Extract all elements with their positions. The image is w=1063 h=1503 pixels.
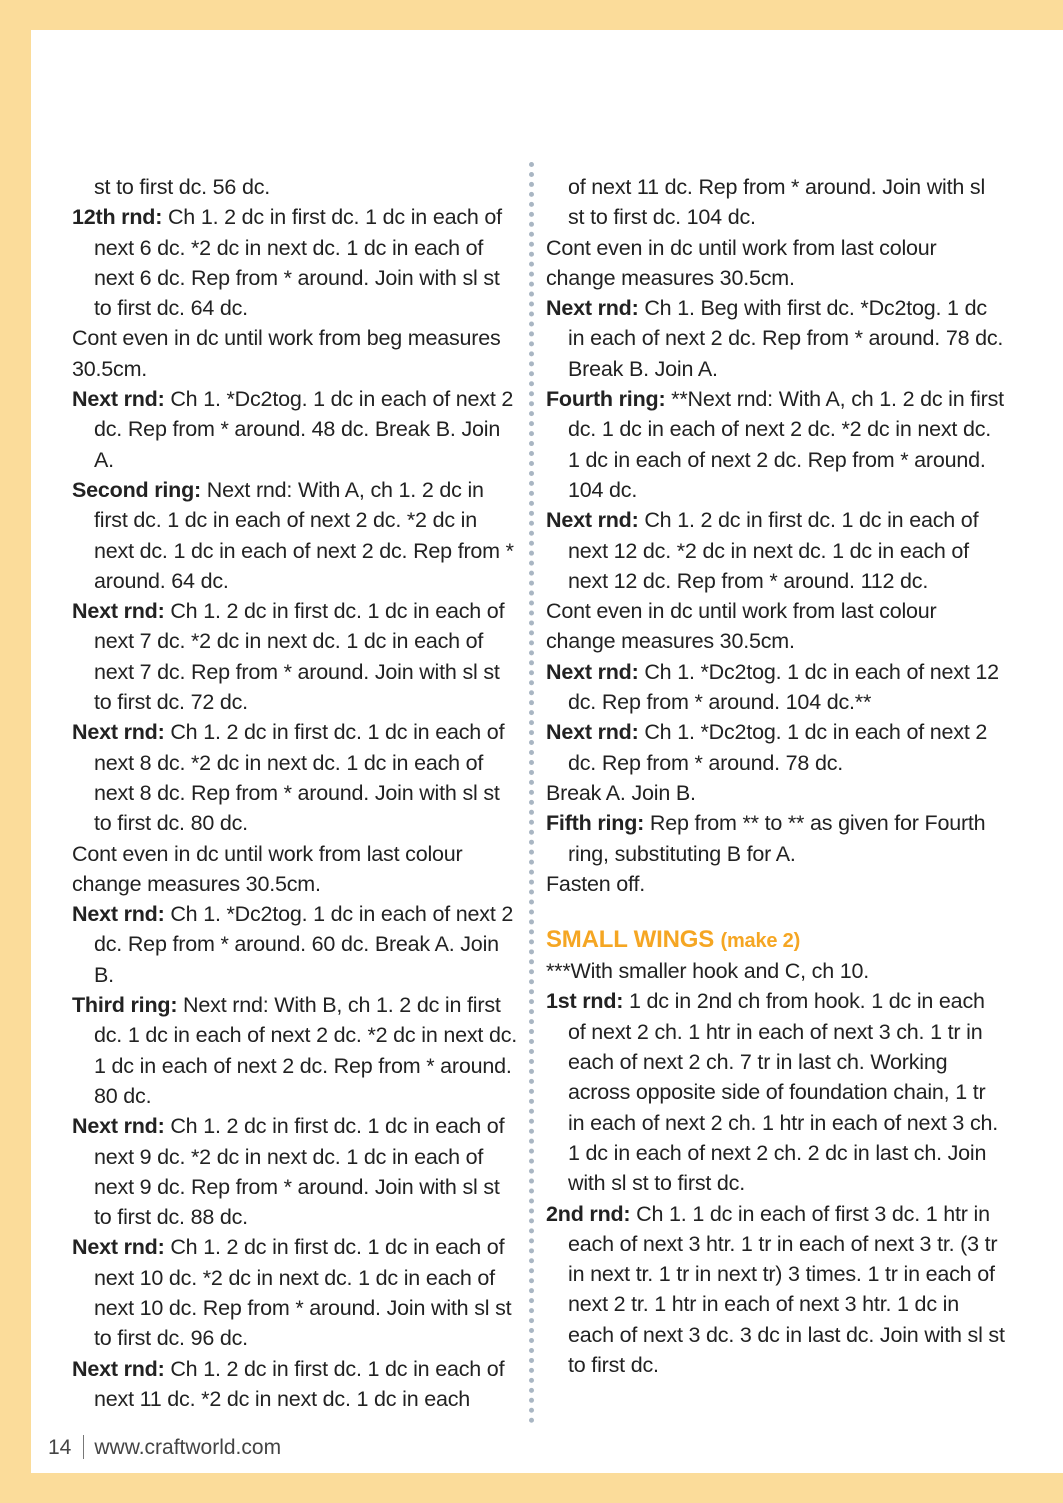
instruction-text: Ch 1. 2 dc in first dc. 1 dc in each of next 9 dc. *2 dc in next dc. 1 dc in each of next 9 dc. Rep from * around. Join with sl st to first dc. 88 dc. <box>94 1114 505 1230</box>
round-label: 2nd rnd: <box>546 1201 631 1226</box>
instruction-text: Rep from ** to ** as given for Fourth ring, substituting B for A. <box>568 811 986 866</box>
instruction-text: Ch 1. 2 dc in first dc. 1 dc in each of next 12 dc. *2 dc in next dc. 1 dc in each of next 12 dc. Rep from * around. 112 dc. <box>568 508 979 593</box>
round-label: Fifth ring: <box>546 811 645 836</box>
instruction-text: 1 dc in 2nd ch from hook. 1 dc in each of next 2 ch. 1 htr in each of next 3 ch. 1 tr in each of next 2 ch. 7 tr in last ch. Working across opposite side of foundation chain, 1 tr in each of next 2 ch. 1 htr in each of next 3 ch. 1 dc in each of next 2 ch. 2 dc in last ch. Join with sl st to first dc. <box>568 989 999 1196</box>
instruction-text: Ch 1. *Dc2tog. 1 dc in each of next 12 dc. Rep from * around. 104 dc.** <box>568 659 999 715</box>
round-label: 12th rnd: <box>72 205 163 230</box>
round-label: Next rnd: <box>72 387 165 412</box>
instruction-text: Cont even in dc until work from last colour change measures 30.5cm. <box>546 235 937 290</box>
right-column <box>546 172 1006 1380</box>
instruction-text: **Next rnd: With A, ch 1. 2 dc in first dc. 1 dc in each of next 2 dc. *2 dc in next dc. 1 dc in each of next 2 dc. Rep from * around. 104 dc. <box>568 387 1004 502</box>
instruction-paragraph <box>546 869 1006 899</box>
instruction-paragraph <box>546 717 1006 778</box>
instruction-text: Break A. Join B. <box>546 780 696 805</box>
round-label: Next rnd: <box>546 296 639 321</box>
instruction-paragraph <box>546 956 1006 986</box>
instruction-paragraph <box>546 172 1006 233</box>
right-column-instructions <box>546 172 1006 899</box>
round-label: Next rnd: <box>72 1235 165 1260</box>
website-link[interactable]: www.craftworld.com <box>94 1436 282 1459</box>
small-wings-subtitle: (make 2) <box>720 930 801 953</box>
round-label: Next rnd: <box>546 720 639 745</box>
page-number: 14 <box>48 1436 72 1459</box>
instruction-paragraph <box>546 808 1006 869</box>
instruction-paragraph <box>546 778 1006 808</box>
round-label: 1st rnd: <box>546 989 624 1014</box>
instruction-paragraph <box>72 475 522 596</box>
round-label: Next rnd: <box>72 599 165 624</box>
instruction-paragraph <box>72 1232 522 1353</box>
instruction-text: Ch 1. 2 dc in first dc. 1 dc in each of next 6 dc. *2 dc in next dc. 1 dc in each of next 6 dc. Rep from * around. Join with sl st to first dc. 64 dc. <box>94 205 502 321</box>
instruction-text: Ch 1. *Dc2tog. 1 dc in each of next 2 dc. Rep from * around. 48 dc. Break B. Join A. <box>94 387 514 472</box>
round-label: Fourth ring: <box>546 387 666 412</box>
instruction-text: Fasten off. <box>546 871 645 896</box>
instruction-paragraph <box>72 202 522 323</box>
instruction-paragraph <box>546 986 1006 1198</box>
instruction-text: Next rnd: With A, ch 1. 2 dc in first dc. 1 dc in each of next 2 dc. *2 dc in next dc. 1 dc in each of next 2 dc. Rep from * around. 64 dc. <box>94 477 514 593</box>
instruction-paragraph <box>72 990 522 1111</box>
instruction-paragraph <box>72 323 522 384</box>
instruction-text: of next 11 dc. Rep from * around. Join with sl st to first dc. 104 dc. <box>568 175 986 230</box>
instruction-paragraph <box>546 657 1006 718</box>
left-column <box>72 172 522 1414</box>
column-divider <box>529 162 534 1424</box>
round-label: Next rnd: <box>72 720 165 745</box>
instruction-paragraph <box>72 839 522 900</box>
round-label: Next rnd: <box>546 659 639 684</box>
small-wings-heading <box>546 925 1006 956</box>
instruction-text: Ch 1. 2 dc in first dc. 1 dc in each of next 10 dc. *2 dc in next dc. 1 dc in each of next 10 dc. Rep from * around. Join with sl st to first dc. 96 dc. <box>94 1235 512 1351</box>
instruction-text: Ch 1. 2 dc in first dc. 1 dc in each of next 8 dc. *2 dc in next dc. 1 dc in each of next 8 dc. Rep from * around. Join with sl st to first dc. 80 dc. <box>94 720 505 836</box>
instruction-text: Cont even in dc until work from beg measures 30.5cm. <box>72 326 501 381</box>
instruction-paragraph <box>546 1199 1006 1381</box>
instruction-paragraph <box>72 1354 522 1415</box>
instruction-text: Ch 1. 2 dc in first dc. 1 dc in each of next 11 dc. *2 dc in next dc. 1 dc in each <box>94 1356 505 1411</box>
small-wings-instructions <box>546 956 1006 1380</box>
footer-separator <box>83 1435 84 1459</box>
instruction-paragraph <box>546 293 1006 384</box>
instruction-text: Ch 1. Beg with first dc. *Dc2tog. 1 dc in each of next 2 dc. Rep from * around. 78 dc. Break B. Join A. <box>568 296 1004 381</box>
instruction-paragraph <box>546 384 1006 505</box>
instruction-paragraph <box>72 596 522 717</box>
round-label: Next rnd: <box>546 508 639 533</box>
instruction-paragraph <box>72 717 522 838</box>
small-wings-title: SMALL WINGS <box>546 926 715 954</box>
instruction-text: Ch 1. *Dc2tog. 1 dc in each of next 2 dc. Rep from * around. 78 dc. <box>568 720 988 775</box>
instruction-text: Ch 1. *Dc2tog. 1 dc in each of next 2 dc. Rep from * around. 60 dc. Break A. Join B. <box>94 902 514 987</box>
page-footer <box>48 1435 281 1460</box>
instruction-text: Next rnd: With B, ch 1. 2 dc in first dc. 1 dc in each of next 2 dc. *2 dc in next dc. 1 dc in each of next 2 dc. Rep from * around. 80 dc. <box>94 993 518 1108</box>
instruction-text: Cont even in dc until work from last colour change measures 30.5cm. <box>72 841 463 896</box>
instruction-text: Ch 1. 1 dc in each of first 3 dc. 1 htr in each of next 3 htr. 1 tr in each of next 3 tr. (3 tr in next tr. 1 tr in next tr) 3 times. 1 tr in each of next 2 tr. 1 htr in each of next 3 htr. 1 dc in each of next 3 dc. 3 dc in last dc. Join with sl st to first dc. <box>568 1201 1005 1377</box>
instruction-text: ***With smaller hook and C, ch 10. <box>546 959 870 984</box>
magazine-page <box>31 30 1063 1473</box>
round-label: Second ring: <box>72 477 201 502</box>
round-label: Next rnd: <box>72 1114 165 1139</box>
round-label: Third ring: <box>72 993 178 1018</box>
instruction-text: st to first dc. 56 dc. <box>94 175 271 199</box>
instruction-paragraph <box>72 899 522 990</box>
instruction-text: Cont even in dc until work from last colour change measures 30.5cm. <box>546 599 937 654</box>
instruction-paragraph <box>72 172 522 202</box>
instruction-text: Ch 1. 2 dc in first dc. 1 dc in each of next 7 dc. *2 dc in next dc. 1 dc in each of next 7 dc. Rep from * around. Join with sl st to first dc. 72 dc. <box>94 599 505 715</box>
instruction-paragraph <box>546 596 1006 657</box>
instruction-paragraph <box>72 1111 522 1232</box>
instruction-paragraph <box>72 384 522 475</box>
instruction-paragraph <box>546 505 1006 596</box>
round-label: Next rnd: <box>72 902 165 927</box>
round-label: Next rnd: <box>72 1356 165 1381</box>
instruction-paragraph <box>546 233 1006 294</box>
